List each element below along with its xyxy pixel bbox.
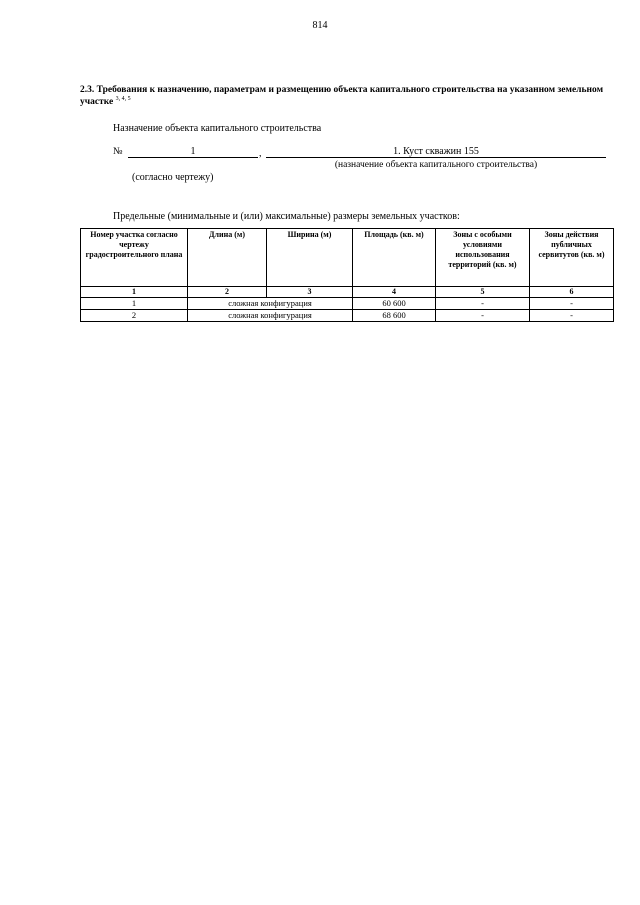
special-zones-cell: - [436, 310, 530, 322]
table-header-row [81, 229, 614, 287]
header-width: Ширина (м) [267, 229, 353, 287]
column-number: 1 [81, 287, 188, 298]
area-cell: 68 600 [353, 310, 436, 322]
drawing-note: (согласно чертежу) [132, 172, 214, 183]
object-name-caption: (назначение объекта капитального строительства) [334, 160, 538, 170]
column-number: 4 [353, 287, 436, 298]
page-number: 814 [312, 20, 328, 31]
plot-number-cell: 2 [81, 310, 188, 322]
number-underline [128, 157, 258, 158]
land-plots-table [80, 228, 614, 322]
header-servitudes: Зоны действия публичных сервитутов (кв. м) [530, 229, 614, 287]
table-row [81, 310, 614, 322]
header-plot-number: Номер участка согласно чертежу градостроительного плана [81, 229, 188, 287]
configuration-cell: сложная конфигурация [188, 310, 353, 322]
section-heading [80, 84, 610, 108]
object-name: 1. Куст скважин 155 [393, 146, 479, 157]
column-number: 5 [436, 287, 530, 298]
object-number: 1 [190, 146, 196, 157]
header-special-zones: Зоны с особыми условиями использования территорий (кв. м) [436, 229, 530, 287]
servitudes-cell: - [530, 310, 614, 322]
purpose-label: Назначение объекта капитального строительства [113, 123, 322, 134]
column-number: 3 [267, 287, 353, 298]
servitudes-cell: - [530, 298, 614, 310]
area-cell: 60 600 [353, 298, 436, 310]
plot-number-cell: 1 [81, 298, 188, 310]
column-number: 6 [530, 287, 614, 298]
table-row [81, 298, 614, 310]
column-number: 2 [188, 287, 267, 298]
configuration-cell: сложная конфигурация [188, 298, 353, 310]
header-area: Площадь (кв. м) [353, 229, 436, 287]
number-sign: № [113, 146, 123, 157]
object-name-underline [266, 157, 606, 158]
special-zones-cell: - [436, 298, 530, 310]
separator-comma: , [259, 148, 262, 159]
column-number-row [81, 287, 614, 298]
section-heading-text: 2.3. Требования к назначению, параметрам и размещению объекта капитального строительства на указанном земельном участке [80, 85, 604, 107]
limits-label: Предельные (минимальные и (или) максимальные) размеры земельных участков: [113, 211, 460, 222]
header-length: Длина (м) [188, 229, 267, 287]
footnote-refs: 3, 4, 5 [115, 95, 131, 102]
